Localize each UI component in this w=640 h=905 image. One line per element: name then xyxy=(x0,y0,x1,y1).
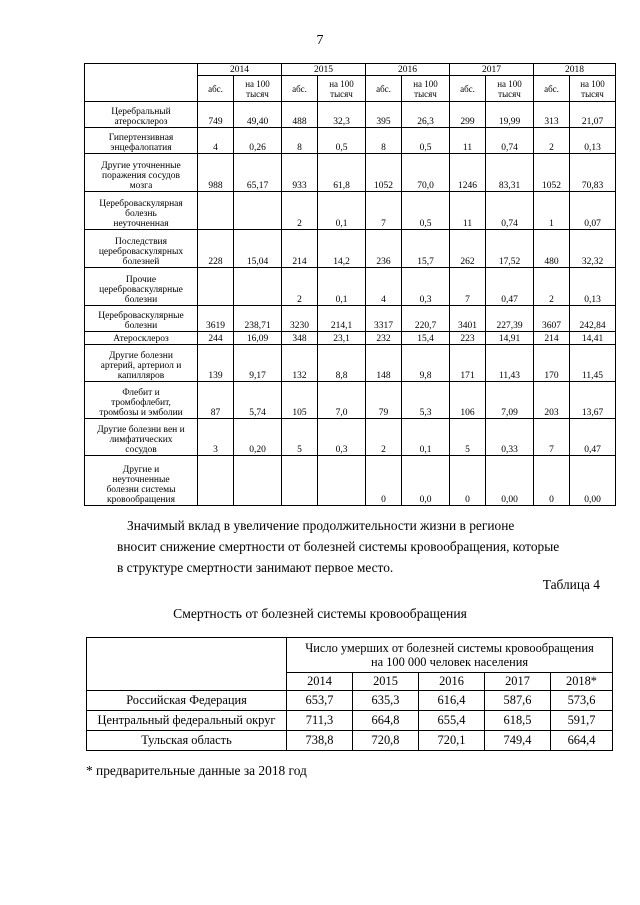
value-cell xyxy=(234,192,282,230)
paragraph-line: в структуре смертности занимают первое место. xyxy=(117,560,394,575)
disease-name-cell xyxy=(85,306,198,332)
per-100k-line: на 100 xyxy=(497,78,522,89)
value-cell xyxy=(282,456,318,506)
value-cell: 79 xyxy=(366,382,402,419)
value-cell: 0,5 xyxy=(318,128,366,154)
value-cell: 9,8 xyxy=(402,345,450,382)
per-100k-line: тысяч xyxy=(414,88,437,99)
value-cell: 0,13 xyxy=(570,128,616,154)
per-100k-header xyxy=(402,76,450,102)
disease-name-cell xyxy=(85,268,198,306)
value-cell: 664,4 xyxy=(551,731,613,751)
disease-name-line: Цереброваскулярная xyxy=(99,199,183,209)
value-cell: 313 xyxy=(534,102,570,128)
per-100k-line: на 100 xyxy=(245,78,270,89)
value-cell xyxy=(198,456,234,506)
value-cell: 480 xyxy=(534,230,570,268)
value-cell: 70,0 xyxy=(402,154,450,192)
value-cell: 635,3 xyxy=(353,691,419,711)
value-cell: 0,33 xyxy=(486,419,534,456)
disease-name-line: Другие и xyxy=(122,465,160,475)
abs-header: абс. xyxy=(366,76,402,102)
per-100k-line: на 100 xyxy=(413,78,438,89)
paragraph-line: вносит снижение смертности от болезней системы кровообращения, которые xyxy=(117,539,560,554)
footnote: * предварительные данные за 2018 год xyxy=(86,763,307,778)
per-100k-line: тысяч xyxy=(330,88,353,99)
per-100k-line: на 100 xyxy=(580,78,605,89)
value-cell: 8 xyxy=(282,128,318,154)
value-cell: 720,8 xyxy=(353,731,419,751)
per-100k-header xyxy=(318,76,366,102)
value-cell: 15,4 xyxy=(402,332,450,345)
year-header: 2017 xyxy=(450,64,534,76)
value-cell: 0,74 xyxy=(486,128,534,154)
disease-name-line: болезни xyxy=(124,321,158,331)
empty-corner-cell xyxy=(87,638,287,691)
value-cell: 7 xyxy=(450,268,486,306)
value-cell: 70,83 xyxy=(570,154,616,192)
value-cell: 19,99 xyxy=(486,102,534,128)
value-cell: 0,74 xyxy=(486,192,534,230)
value-cell: 0,13 xyxy=(570,268,616,306)
value-cell: 3317 xyxy=(366,306,402,332)
value-cell: 13,67 xyxy=(570,382,616,419)
disease-name-line: сосудов xyxy=(125,445,157,455)
value-cell: 0,3 xyxy=(402,268,450,306)
value-cell: 0,26 xyxy=(234,128,282,154)
value-cell: 988 xyxy=(198,154,234,192)
value-cell: 348 xyxy=(282,332,318,345)
table-title: Смертность от болезней системы кровообращения xyxy=(173,606,467,621)
value-cell: 0,47 xyxy=(570,419,616,456)
value-cell: 2 xyxy=(366,419,402,456)
value-cell: 8 xyxy=(366,128,402,154)
year-header: 2016 xyxy=(419,673,485,691)
table-row xyxy=(85,382,616,419)
value-cell: 32,32 xyxy=(570,230,616,268)
value-cell: 4 xyxy=(198,128,234,154)
value-cell: 0,0 xyxy=(402,456,450,506)
table-header xyxy=(287,638,613,673)
value-cell: 395 xyxy=(366,102,402,128)
per-100k-line: тысяч xyxy=(581,88,604,99)
abs-header: абс. xyxy=(198,76,234,102)
region-cell: Тульская область xyxy=(87,731,287,751)
value-cell: 139 xyxy=(198,345,234,382)
value-cell: 0,5 xyxy=(402,192,450,230)
value-cell: 1246 xyxy=(450,154,486,192)
value-cell: 749,4 xyxy=(485,731,551,751)
region-cell: Российская Федерация xyxy=(87,691,287,711)
value-cell: 105 xyxy=(282,382,318,419)
per-100k-line: на 100 xyxy=(329,78,354,89)
per-100k-header xyxy=(486,76,534,102)
disease-name-cell xyxy=(85,332,198,345)
year-header: 2015 xyxy=(282,64,366,76)
disease-name-line: болезнь xyxy=(125,209,157,219)
disease-name-cell xyxy=(85,128,198,154)
value-cell: 3 xyxy=(198,419,234,456)
disease-name-line: Прочие xyxy=(125,275,157,285)
year-header: 2017 xyxy=(485,673,551,691)
paragraph-line: Значимый вклад в увеличение продолжительности жизни в регионе xyxy=(127,518,515,533)
value-cell: 0,47 xyxy=(486,268,534,306)
value-cell: 170 xyxy=(534,345,570,382)
value-cell: 4 xyxy=(366,268,402,306)
value-cell: 591,7 xyxy=(551,711,613,731)
value-cell: 203 xyxy=(534,382,570,419)
table-row xyxy=(85,345,616,382)
disease-name-line: лимфатических xyxy=(109,435,173,445)
value-cell xyxy=(198,192,234,230)
disease-name-line: Другие уточненные xyxy=(101,161,181,171)
value-cell: 242,84 xyxy=(570,306,616,332)
value-cell: 17,52 xyxy=(486,230,534,268)
value-cell: 5,74 xyxy=(234,382,282,419)
year-header: 2014 xyxy=(287,673,353,691)
disease-name-line: Флебит и xyxy=(122,388,160,398)
table-row xyxy=(85,456,616,506)
value-cell: 9,17 xyxy=(234,345,282,382)
disease-name-cell xyxy=(85,230,198,268)
value-cell: 8,8 xyxy=(318,345,366,382)
disease-name-cell xyxy=(85,102,198,128)
mortality-table xyxy=(86,637,613,751)
table-row xyxy=(87,711,613,731)
value-cell: 2 xyxy=(282,192,318,230)
year-header: 2015 xyxy=(353,673,419,691)
value-cell: 15,04 xyxy=(234,230,282,268)
value-cell: 223 xyxy=(450,332,486,345)
value-cell: 3607 xyxy=(534,306,570,332)
disease-name-line: мозга xyxy=(129,181,153,191)
disease-name-line: кровообращения xyxy=(107,495,175,505)
value-cell: 214 xyxy=(282,230,318,268)
disease-name-line: поражения сосудов xyxy=(102,171,180,181)
value-cell: 11 xyxy=(450,192,486,230)
header-line: на 100 000 человек населения xyxy=(371,655,529,669)
empty-corner-cell xyxy=(85,64,198,102)
table-row xyxy=(85,128,616,154)
disease-name-cell xyxy=(85,419,198,456)
value-cell: 618,5 xyxy=(485,711,551,731)
disease-name-line: тромбозы и эмболии xyxy=(99,408,183,418)
value-cell: 11 xyxy=(450,128,486,154)
value-cell: 1052 xyxy=(534,154,570,192)
value-cell: 220,7 xyxy=(402,306,450,332)
disease-name-line: цереброваскулярных xyxy=(98,247,184,257)
disease-name-cell xyxy=(85,456,198,506)
value-cell: 933 xyxy=(282,154,318,192)
disease-name-line: атеросклероз xyxy=(114,117,168,127)
value-cell: 7 xyxy=(366,192,402,230)
table-row xyxy=(87,731,613,751)
value-cell: 65,17 xyxy=(234,154,282,192)
value-cell: 3619 xyxy=(198,306,234,332)
value-cell: 573,6 xyxy=(551,691,613,711)
disease-name-line: артерий, артериол и xyxy=(100,361,182,371)
disease-name-cell xyxy=(85,382,198,419)
paragraph xyxy=(117,515,597,578)
disease-name-line: болезней xyxy=(122,257,160,267)
value-cell: 2 xyxy=(534,128,570,154)
disease-name-line: капилляров xyxy=(117,371,165,381)
disease-name-line: энцефалопатия xyxy=(110,143,172,153)
value-cell: 262 xyxy=(450,230,486,268)
value-cell: 738,8 xyxy=(287,731,353,751)
table-row xyxy=(85,192,616,230)
disease-name-line: неуточненные xyxy=(112,475,170,485)
value-cell: 0,1 xyxy=(318,268,366,306)
abs-header: абс. xyxy=(450,76,486,102)
value-cell: 664,8 xyxy=(353,711,419,731)
table-row xyxy=(87,691,613,711)
value-cell: 21,07 xyxy=(570,102,616,128)
value-cell: 61,8 xyxy=(318,154,366,192)
table-row xyxy=(85,306,616,332)
value-cell: 214,1 xyxy=(318,306,366,332)
disease-name-line: болезни системы xyxy=(106,485,176,495)
year-header: 2018* xyxy=(551,673,613,691)
disease-name-line: Атеросклероз xyxy=(113,334,169,344)
year-header: 2018 xyxy=(534,64,616,76)
table-row xyxy=(85,154,616,192)
value-cell: 214 xyxy=(534,332,570,345)
value-cell: 14,41 xyxy=(570,332,616,345)
value-cell: 11,45 xyxy=(570,345,616,382)
year-header: 2016 xyxy=(366,64,450,76)
value-cell: 0 xyxy=(534,456,570,506)
value-cell: 227,39 xyxy=(486,306,534,332)
value-cell: 711,3 xyxy=(287,711,353,731)
value-cell: 49,40 xyxy=(234,102,282,128)
table-row xyxy=(85,419,616,456)
region-cell: Центральный федеральный округ xyxy=(87,711,287,731)
value-cell: 26,3 xyxy=(402,102,450,128)
disease-name-line: Гипертензивная xyxy=(108,133,174,143)
disease-name-line: цереброваскулярные xyxy=(99,285,183,295)
per-100k-line: тысяч xyxy=(498,88,521,99)
value-cell: 0,1 xyxy=(318,192,366,230)
abs-header: абс. xyxy=(534,76,570,102)
value-cell: 0,5 xyxy=(402,128,450,154)
per-100k-line: тысяч xyxy=(246,88,269,99)
value-cell: 2 xyxy=(534,268,570,306)
value-cell xyxy=(198,268,234,306)
value-cell: 3401 xyxy=(450,306,486,332)
disease-name-cell xyxy=(85,345,198,382)
table-label: Таблица 4 xyxy=(542,577,600,592)
disease-name-cell xyxy=(85,192,198,230)
disease-name-line: Последствия xyxy=(114,237,168,247)
header-line: Число умерших от болезней системы кровообращения xyxy=(305,641,594,655)
value-cell: 7 xyxy=(534,419,570,456)
value-cell: 236 xyxy=(366,230,402,268)
disease-name-line: Другие болезни вен и xyxy=(97,425,185,435)
disease-name-line: неуточненная xyxy=(113,219,169,229)
value-cell: 32,3 xyxy=(318,102,366,128)
per-100k-header xyxy=(570,76,616,102)
value-cell: 587,6 xyxy=(485,691,551,711)
value-cell: 299 xyxy=(450,102,486,128)
value-cell xyxy=(318,456,366,506)
value-cell: 16,09 xyxy=(234,332,282,345)
disease-name-line: тромбофлебит, xyxy=(111,398,171,408)
value-cell: 0,00 xyxy=(486,456,534,506)
value-cell: 228 xyxy=(198,230,234,268)
per-100k-header xyxy=(234,76,282,102)
value-cell: 14,2 xyxy=(318,230,366,268)
value-cell: 0,1 xyxy=(402,419,450,456)
value-cell: 14,91 xyxy=(486,332,534,345)
table-row xyxy=(85,230,616,268)
page-number: 7 xyxy=(316,33,324,48)
value-cell: 488 xyxy=(282,102,318,128)
value-cell: 0,20 xyxy=(234,419,282,456)
value-cell: 132 xyxy=(282,345,318,382)
value-cell: 171 xyxy=(450,345,486,382)
value-cell: 5 xyxy=(450,419,486,456)
table-row xyxy=(85,268,616,306)
disease-name-line: Другие болезни xyxy=(109,351,173,361)
value-cell: 0 xyxy=(450,456,486,506)
value-cell: 5 xyxy=(282,419,318,456)
value-cell: 0,07 xyxy=(570,192,616,230)
disease-name-line: болезни xyxy=(124,295,158,305)
value-cell: 11,43 xyxy=(486,345,534,382)
value-cell: 15,7 xyxy=(402,230,450,268)
value-cell: 148 xyxy=(366,345,402,382)
value-cell: 238,71 xyxy=(234,306,282,332)
value-cell: 232 xyxy=(366,332,402,345)
value-cell: 720,1 xyxy=(419,731,485,751)
value-cell: 0,3 xyxy=(318,419,366,456)
value-cell: 749 xyxy=(198,102,234,128)
value-cell: 7,09 xyxy=(486,382,534,419)
value-cell: 1 xyxy=(534,192,570,230)
value-cell: 0 xyxy=(366,456,402,506)
value-cell: 7,0 xyxy=(318,382,366,419)
value-cell: 3230 xyxy=(282,306,318,332)
table-row xyxy=(85,102,616,128)
value-cell: 616,4 xyxy=(419,691,485,711)
value-cell: 653,7 xyxy=(287,691,353,711)
cardiovascular-disease-table xyxy=(84,63,616,506)
value-cell xyxy=(234,456,282,506)
value-cell: 83,31 xyxy=(486,154,534,192)
value-cell: 5,3 xyxy=(402,382,450,419)
value-cell: 23,1 xyxy=(318,332,366,345)
abs-header: абс. xyxy=(282,76,318,102)
value-cell: 87 xyxy=(198,382,234,419)
value-cell: 244 xyxy=(198,332,234,345)
year-header: 2014 xyxy=(198,64,282,76)
disease-name-line: Цереброваскулярные xyxy=(98,311,184,321)
value-cell: 655,4 xyxy=(419,711,485,731)
table-row xyxy=(85,332,616,345)
disease-name-line: Церебральный xyxy=(111,107,171,117)
value-cell: 1052 xyxy=(366,154,402,192)
value-cell: 106 xyxy=(450,382,486,419)
value-cell: 2 xyxy=(282,268,318,306)
disease-name-cell xyxy=(85,154,198,192)
value-cell xyxy=(234,268,282,306)
value-cell: 0,00 xyxy=(570,456,616,506)
